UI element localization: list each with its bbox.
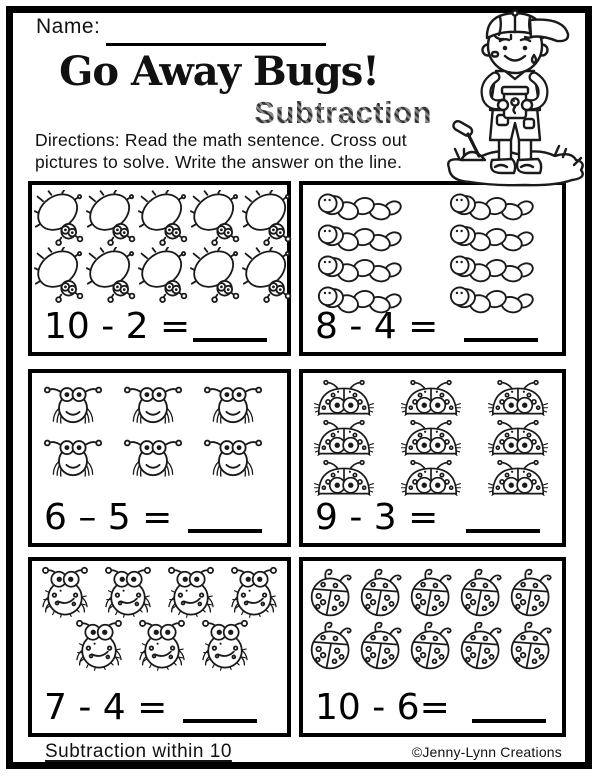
equation: [315, 497, 540, 538]
ladybug-icon: [308, 567, 354, 618]
spotted-bug-icon: [399, 420, 463, 457]
answer-blank-line: [183, 719, 257, 723]
fuzzy-bug-icon: [36, 566, 94, 619]
bug-row: [312, 420, 562, 457]
equation-text: 10 - 6=: [315, 687, 450, 728]
worm-icon: [449, 254, 535, 284]
beetle-icon: [34, 247, 85, 304]
answer-blank-line: [472, 719, 546, 723]
footer-skill-label: Subtraction within 10: [45, 741, 232, 762]
ladybug-icon: [408, 567, 454, 618]
ladybug-icon: [508, 567, 554, 618]
spotted-bug-icon: [312, 420, 376, 457]
worm-icon: [449, 223, 535, 253]
worm-icon: [449, 192, 535, 222]
bug-row: [317, 192, 562, 222]
beetle-icon: [190, 190, 241, 247]
beetle-icon: [242, 190, 293, 247]
spider-icon: [42, 435, 104, 478]
fuzzy-bug-icon: [99, 566, 157, 619]
bug-row: [42, 435, 287, 478]
fuzzy-bug-icon: [196, 619, 254, 672]
beetle-icon: [34, 190, 85, 247]
problem-card-3: [28, 369, 291, 547]
spider-icon: [122, 435, 184, 478]
name-label: Name:: [36, 15, 101, 38]
bug-row: [34, 247, 285, 304]
spotted-bug-icon: [486, 420, 550, 457]
worm-icon: [317, 192, 403, 222]
spider-icon: [122, 382, 184, 425]
answer-blank-line: [464, 338, 538, 342]
directions-text: [35, 130, 407, 174]
beetle-icon: [86, 247, 137, 304]
beetle-icon: [138, 247, 189, 304]
spotted-bug-icon: [312, 380, 376, 417]
bug-row: [308, 567, 562, 618]
ladybug-icon: [308, 620, 354, 671]
worm-icon: [317, 254, 403, 284]
answer-blank-line: [188, 529, 262, 533]
equation: [315, 687, 546, 728]
bug-row: [36, 619, 287, 672]
equation: [315, 306, 538, 347]
problem-card-5: [28, 557, 291, 737]
equation-text: 10 - 2 =: [44, 306, 191, 347]
ladybug-icon: [508, 620, 554, 671]
spotted-bug-icon: [312, 460, 376, 497]
directions-line-2: pictures to solve. Write the answer on the line.: [35, 151, 403, 172]
worm-icon: [317, 223, 403, 253]
equation: [44, 497, 262, 538]
spider-icon: [42, 382, 104, 425]
spotted-bug-icon: [399, 460, 463, 497]
bug-row: [312, 460, 562, 497]
ladybug-icon: [408, 620, 454, 671]
ladybug-icon: [358, 620, 404, 671]
boy-with-bug-jar-illustration: [437, 8, 589, 188]
fuzzy-bug-icon: [133, 619, 191, 672]
equation: [44, 306, 267, 347]
answer-blank-line: [466, 529, 540, 533]
footer-credit: ©Jenny-Lynn Creations: [411, 744, 562, 760]
equation-text: 6 – 5 =: [44, 497, 173, 538]
spider-icon: [202, 435, 264, 478]
bug-row: [312, 380, 562, 417]
ladybug-icon: [458, 620, 504, 671]
answer-blank-line: [193, 338, 267, 342]
beetle-icon: [242, 247, 293, 304]
bug-row: [36, 566, 287, 619]
spider-icon: [202, 382, 264, 425]
directions-line-1: Directions: Read the math sentence. Cross out: [35, 130, 407, 150]
equation-text: 9 - 3 =: [315, 497, 439, 538]
bug-row: [317, 254, 562, 284]
spotted-bug-icon: [399, 380, 463, 417]
equation: [44, 687, 257, 728]
worksheet-subtitle: Subtraction: [0, 95, 432, 131]
problem-card-6: [299, 557, 566, 737]
problem-card-4: [299, 369, 566, 547]
bug-row: [317, 223, 562, 253]
fuzzy-bug-icon: [162, 566, 220, 619]
spotted-bug-icon: [486, 460, 550, 497]
problem-card-2: [299, 181, 566, 356]
bug-row: [42, 382, 287, 425]
ladybug-icon: [458, 567, 504, 618]
footer: [45, 741, 562, 763]
name-blank-line: [106, 22, 326, 46]
fuzzy-bug-icon: [70, 619, 128, 672]
bug-row: [34, 190, 285, 247]
beetle-icon: [138, 190, 189, 247]
ladybug-icon: [358, 567, 404, 618]
spotted-bug-icon: [486, 380, 550, 417]
worksheet-title: Go Away Bugs!: [59, 48, 379, 95]
bug-row: [308, 620, 562, 671]
beetle-icon: [86, 190, 137, 247]
beetle-icon: [190, 247, 241, 304]
equation-text: 8 - 4 =: [315, 306, 439, 347]
equation-text: 7 - 4 =: [44, 687, 168, 728]
fuzzy-bug-icon: [225, 566, 283, 619]
problem-card-1: [28, 181, 291, 356]
